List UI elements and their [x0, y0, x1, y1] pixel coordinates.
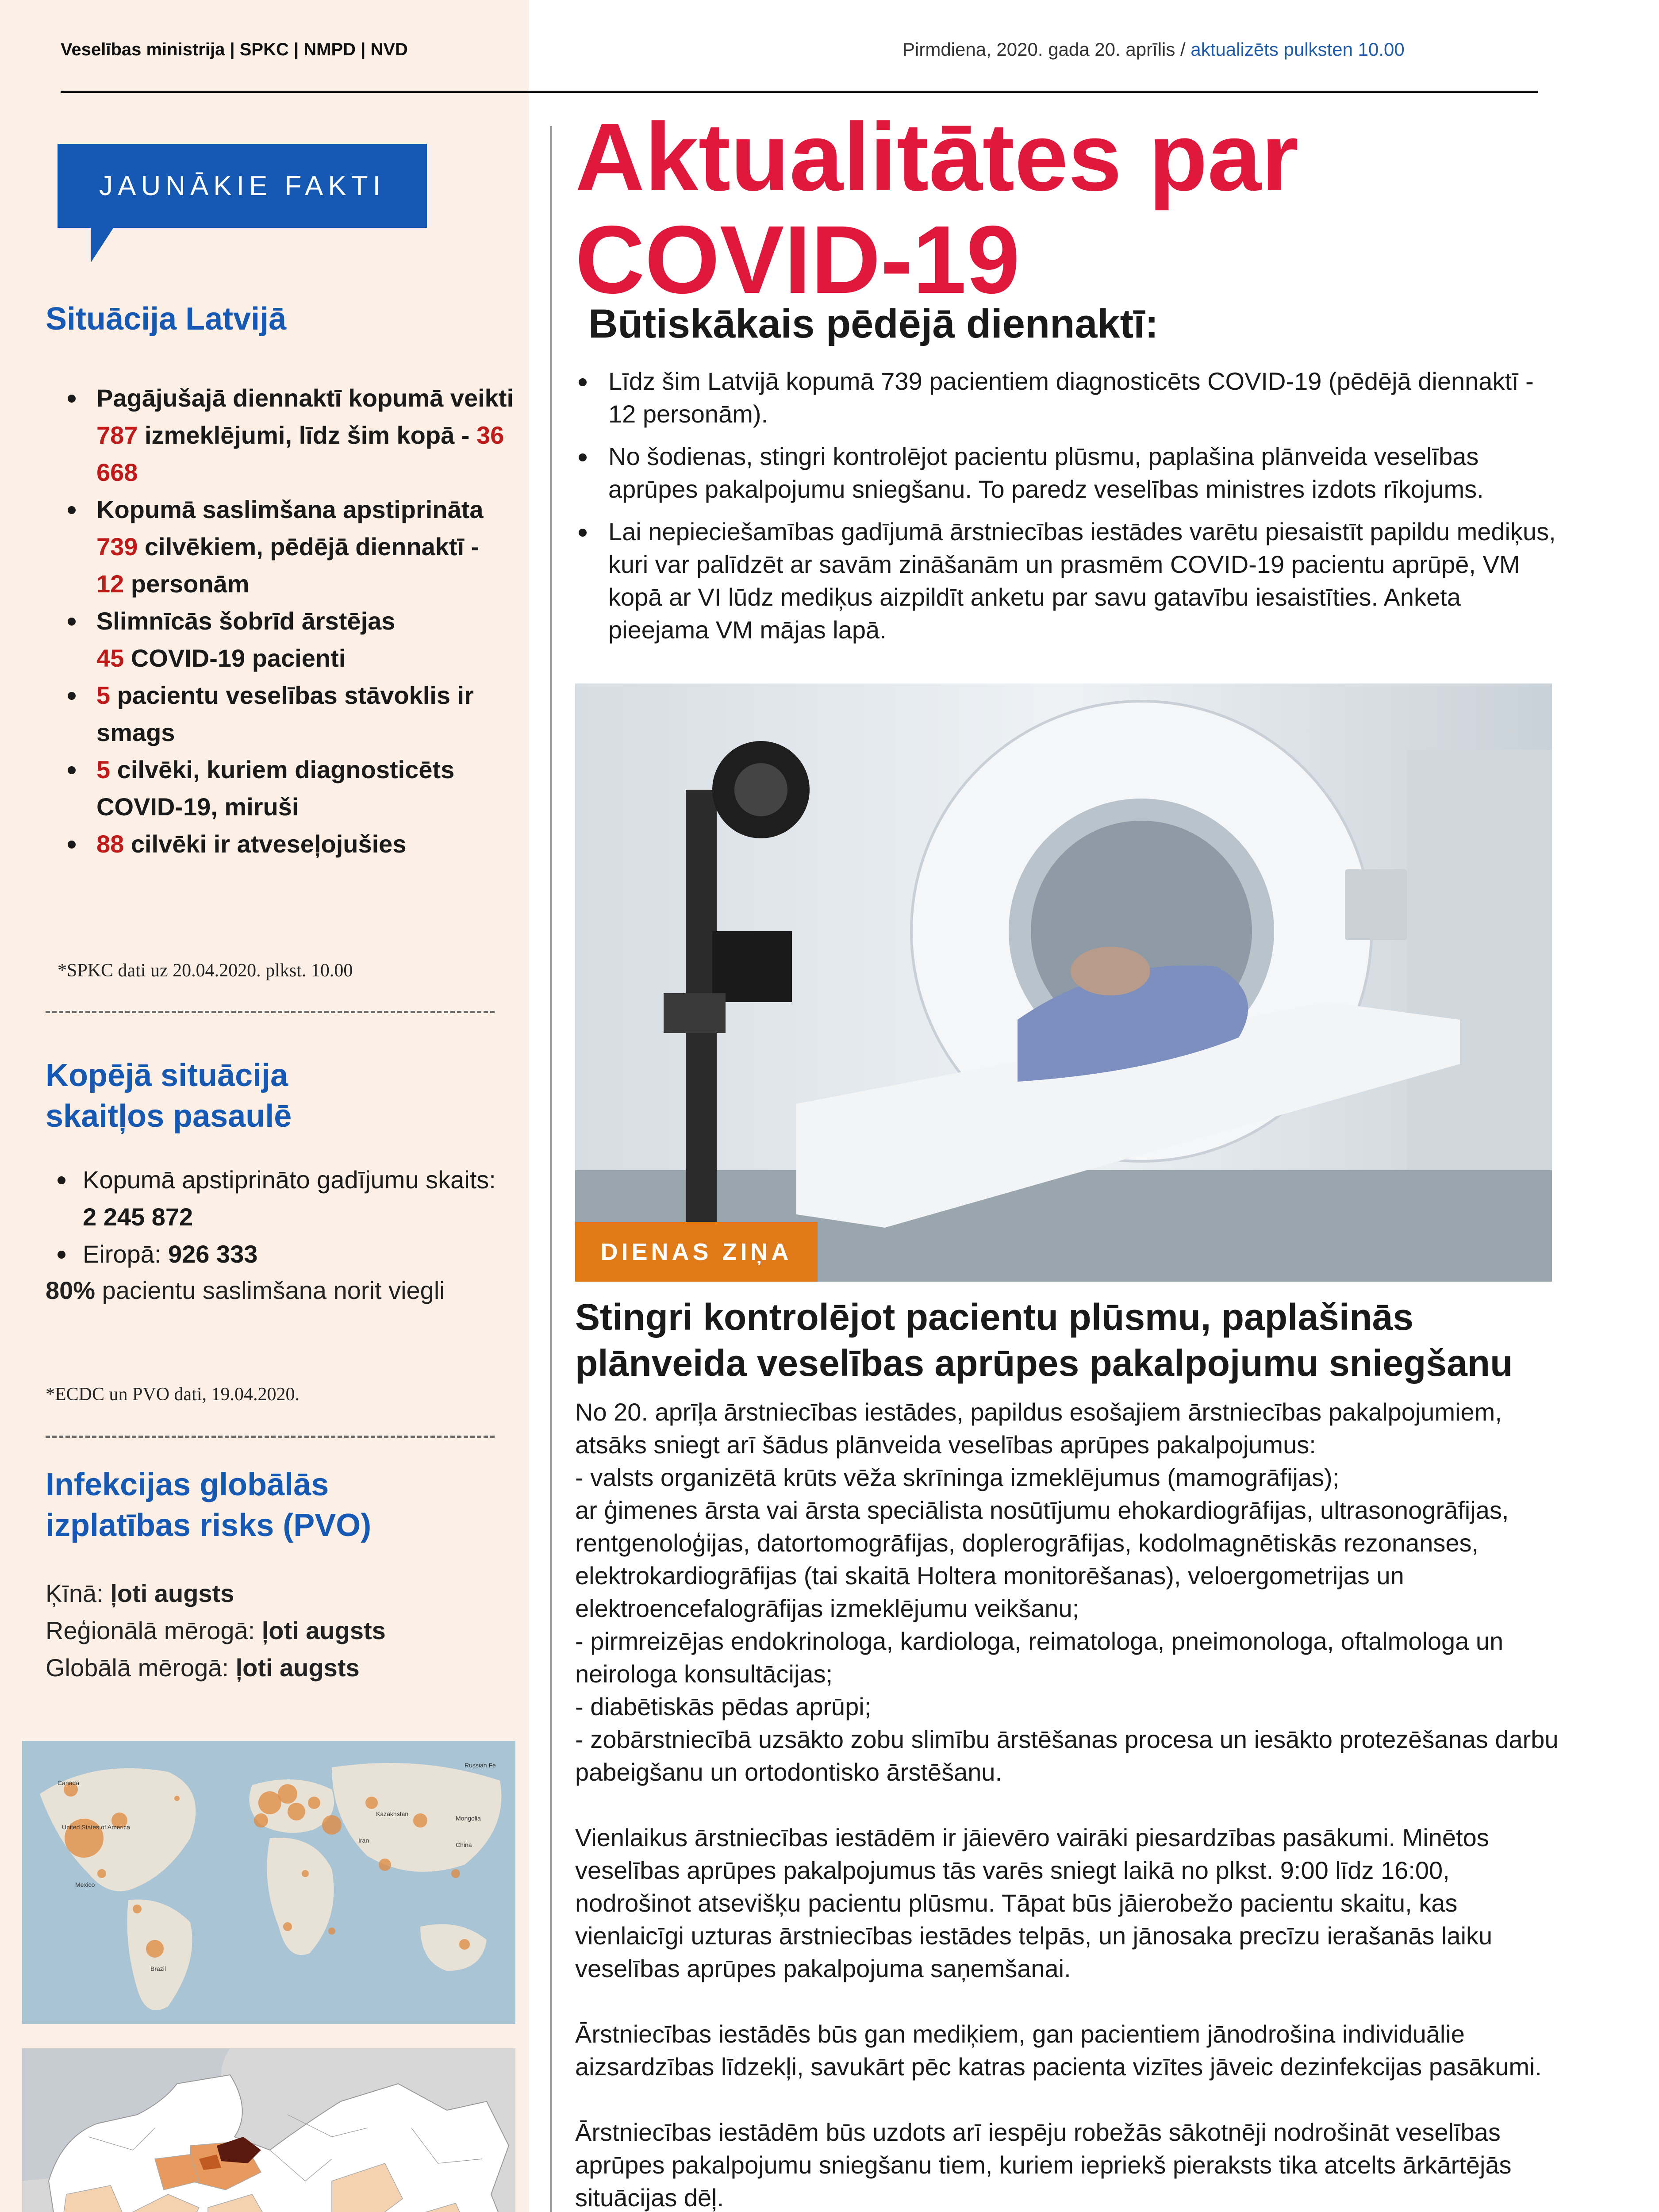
risk-row: Globālā mērogā: ļoti augsts	[46, 1654, 360, 1682]
key-facts-list	[575, 365, 1562, 656]
world-map-graphic	[22, 1741, 515, 2024]
divider	[46, 1011, 495, 1013]
world-case-map	[22, 1741, 515, 2024]
list-item: Kopumā apstiprināto gadījumu skaits: 2 245 872	[35, 1161, 504, 1236]
list-item: No šodienas, stingri kontrolējot pacientu plūsmu, paplašina plānveida veselības aprūpes pakalpojumu sniegšanu. To paredz veselības ministres izdots rīkojums.	[575, 440, 1562, 506]
article-paragraph: - diabētiskās pēdas aprūpi;	[575, 1693, 872, 1720]
risk-heading: Infekcijas globālās izplatības risks (PVO)	[46, 1467, 372, 1543]
map-label: Russian Fe	[465, 1762, 496, 1769]
list-item: Pagājušajā diennaktī kopumā veikti 787 izmeklējumi, līdz šim kopā - 36 668	[46, 380, 515, 491]
header-date: Pirmdiena, 2020. gada 20. aprīlis	[902, 39, 1175, 60]
page-subtitle: Būtiskākais pēdējā diennaktī:	[588, 301, 1159, 346]
latvia-source-note: *SPKC dati uz 20.04.2020. plkst. 10.00	[58, 960, 353, 981]
article-paragraph: No 20. aprīļa ārstniecības iestādes, papildus esošajiem ārstniecības pakalpojumiem, atsāks sniegt arī šādus plānveida veselības aprūpes pakalpojumus:	[575, 1398, 1502, 1459]
latvia-case-map	[22, 2048, 515, 2212]
column-divider	[550, 126, 552, 2212]
page-title: Aktualitātes par COVID-19	[575, 104, 1299, 314]
risk-row: Reģionālā mērogā: ļoti augsts	[46, 1617, 386, 1644]
article-paragraph: - valsts organizētā krūts vēža skrīninga izmeklējumus (mamogrāfijas);	[575, 1463, 1340, 1491]
risk-rows	[46, 1575, 386, 1686]
list-item: Slimnīcās šobrīd ārstējas 45 COVID-19 pacienti	[46, 603, 515, 677]
map-label: Mongolia	[456, 1815, 481, 1822]
latvia-heading: Situācija Latvijā	[46, 301, 287, 337]
article-paragraph: Ārstniecības iestādēs būs gan mediķiem, gan pacientiem jānodrošina individuālie aizsardzības līdzekļi, savukārt pēc katras pacienta vizītes jāveic dezinfekcijas pasākumi.	[575, 2020, 1542, 2081]
latvia-map-graphic	[22, 2048, 515, 2212]
article-paragraph: - zobārstniecībā uzsākto zobu slimību ārstēšanas procesa un iesākto protezēšanas darbu pabeigšanu un ortodontisko ārstēšanu.	[575, 1725, 1559, 1786]
list-item: Eiropā: 926 333	[35, 1236, 504, 1273]
divider	[46, 1436, 495, 1438]
ct-scanner-photo	[575, 684, 1552, 1282]
latvia-facts-list	[46, 380, 515, 863]
latest-facts-badge: JAUNĀKIE FAKTI	[58, 144, 427, 228]
map-label: United States of America	[62, 1824, 131, 1831]
list-item: 5 pacientu veselības stāvoklis ir smags	[46, 677, 515, 751]
mild-cases-text: 80% pacientu saslimšana norit viegli	[46, 1276, 445, 1304]
header-separator: /	[1175, 39, 1191, 60]
ct-scanner-image	[575, 684, 1552, 1282]
list-item: Līdz šim Latvijā kopumā 739 pacientiem diagnosticēts COVID-19 (pēdējā diennaktī - 12 personām).	[575, 365, 1562, 430]
map-label: Kazakhstan	[376, 1810, 409, 1817]
header-date-line	[902, 39, 1405, 60]
world-stats-list	[35, 1161, 504, 1273]
header-orgs: Veselības ministrija | SPKC | NMPD | NVD	[61, 40, 408, 59]
map-label: Mexico	[75, 1881, 95, 1888]
map-label: China	[456, 1841, 472, 1848]
header-updated: aktualizēts pulksten 10.00	[1190, 39, 1405, 60]
article-paragraph: Ārstniecības iestādēm būs uzdots arī iespēju robežās sākotnēji nodrošināt veselības aprūpes pakalpojumu sniegšanu tiem, kuriem iepriekš pieraksts tika atcelts ārkārtējās situācijas dēļ.	[575, 2118, 1512, 2212]
article-body	[575, 1396, 1562, 2212]
list-item: 5 cilvēki, kuriem diagnosticēts COVID-19, miruši	[46, 751, 515, 826]
badge-speech-tail	[91, 227, 131, 263]
risk-row: Ķīnā: ļoti augsts	[46, 1579, 234, 1607]
article-paragraph: ar ģimenes ārsta vai ārsta speciālista nosūtījumu ehokardiogrāfijas, ultrasonogrāfijas, rentgenoloģijas, datortomogrāfijas, doplerogrāfijas, kodolmagnētiskās rezonanses, elektrokardiogrāfijas (tai skaitā Holtera monitorēšanas), veloergometrijas un elektroencefalogrāfijas izmeklējumu veikšanu;	[575, 1496, 1509, 1622]
world-heading: Kopējā situācija skaitļos pasaulē	[46, 1058, 292, 1134]
article-paragraph: - pirmreizējas endokrinologa, kardiologa, reimatologa, pneimonologa, oftalmologa un neirologa konsultācijas;	[575, 1627, 1504, 1688]
article-paragraph: Vienlaikus ārstniecības iestādēm ir jāievēro vairāki piesardzības pasākumi. Minētos veselības aprūpes pakalpojumus tās varēs sniegt laikā no plkst. 9:00 līdz 16:00, nodrošinot atsevišķu pacientu plūsmu. Tāpat būs jāierobežo pacientu skaitu, kas vienlaicīgi uzturas ārstniecības iestādes telpās, un jānosaka precīzu ierašanās laiku veselības aprūpes pakalpojuma saņemšanai.	[575, 1824, 1493, 1982]
map-label: Canada	[58, 1779, 80, 1786]
list-item: 88 cilvēki ir atveseļojušies	[46, 826, 515, 863]
map-label: Brazil	[150, 1965, 166, 1972]
map-label: Iran	[358, 1837, 369, 1844]
header-rule	[61, 91, 1538, 93]
article-title: Stingri kontrolējot pacientu plūsmu, paplašinās plānveida veselības aprūpes pakalpojumu sniegšanu	[575, 1296, 1513, 1384]
list-item: Lai nepieciešamības gadījumā ārstniecības iestādes varētu piesaistīt papildu mediķus, kuri var palīdzēt ar savām zināšanām un prasmēm COVID-19 pacientu aprūpē, VM kopā ar VI lūdz mediķus aizpildīt anketu par savu gatavību iesaistīties. Anketa pieejama VM mājas lapā.	[575, 515, 1562, 646]
list-item: Kopumā saslimšana apstiprināta 739 cilvēkiem, pēdējā diennaktī - 12 personām	[46, 491, 515, 603]
world-source-note: *ECDC un PVO dati, 19.04.2020.	[46, 1384, 300, 1405]
news-of-the-day-tag: DIENAS ZIŅA	[575, 1222, 818, 1282]
